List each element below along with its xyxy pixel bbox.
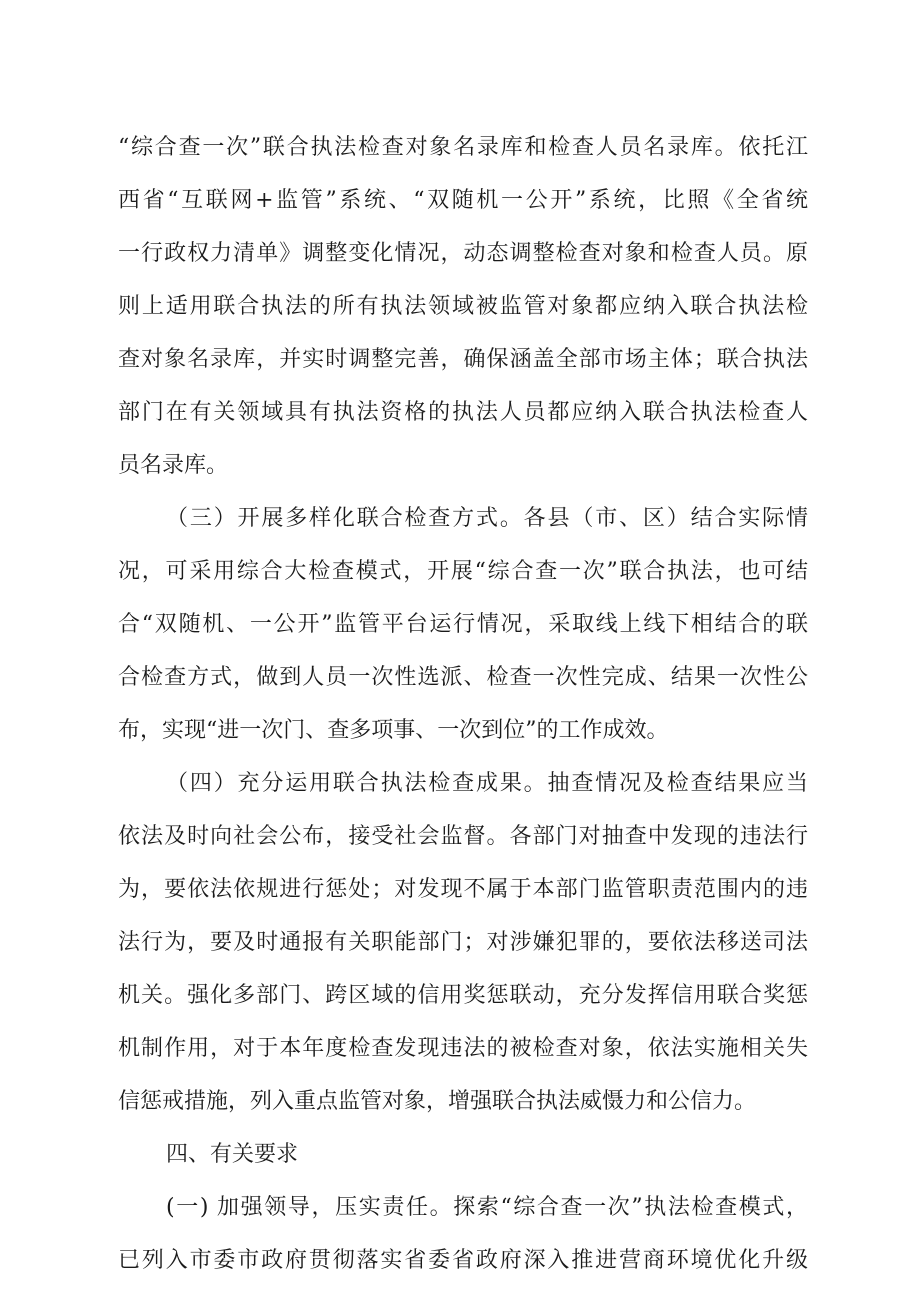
text-line: 合检查方式，做到人员一次性选派、检查一次性完成、结果一次性公 xyxy=(118,665,808,690)
text-line: 机关。强化多部门、跨区域的信用奖惩联动，充分发挥信用联合奖惩 xyxy=(118,983,808,1008)
text-line: 布，实现“进一次门、查多项事、一次到位”的工作成效。 xyxy=(118,718,669,743)
text-line: 依法及时向社会公布，接受社会监督。各部门对抽查中发现的违法行 xyxy=(118,824,808,849)
text-line: 法行为，要及时通报有关职能部门；对涉嫌犯罪的，要依法移送司法 xyxy=(118,930,808,955)
text-line: 一行政权力清单》调整变化情况，动态调整检查对象和检查人员。原 xyxy=(118,241,808,266)
section-heading: 四、有关要求 xyxy=(166,1142,299,1167)
text-line: 员名录库。 xyxy=(118,453,229,478)
text-line: “综合查一次”联合执法检查对象名录库和检查人员名录库。依托江 xyxy=(118,135,808,160)
text-line: (一) 加强领导，压实责任。探索“综合查一次”执法检查模式， xyxy=(166,1195,808,1220)
text-line: （四）充分运用联合执法检查成果。抽查情况及检查结果应当 xyxy=(166,771,808,796)
text-line: 西省“互联网+监管”系统、“双随机一公开”系统，比照《全省统 xyxy=(118,188,808,213)
text-line: （三）开展多样化联合检查方式。各县（市、区）结合实际情 xyxy=(166,506,808,531)
text-line: 为，要依法依规进行惩处；对发现不属于本部门监管职责范围内的违 xyxy=(118,877,808,902)
text-line: 查对象名录库，并实时调整完善，确保涵盖全部市场主体；联合执法 xyxy=(118,347,808,372)
text-line: 已列入市委市政府贯彻落实省委省政府深入推进营商环境优化升级 xyxy=(118,1248,808,1273)
text-line: 则上适用联合执法的所有执法领域被监管对象都应纳入联合执法检 xyxy=(118,294,808,319)
text-line: 信惩戒措施，列入重点监管对象，增强联合执法威慑力和公信力。 xyxy=(118,1089,757,1114)
text-line: 机制作用，对于本年度检查发现违法的被检查对象，依法实施相关失 xyxy=(118,1036,808,1061)
text-line: 部门在有关领域具有执法资格的执法人员都应纳入联合执法检查人 xyxy=(118,400,808,425)
text-line: 况，可采用综合大检查模式，开展“综合查一次”联合执法，也可结 xyxy=(118,559,808,584)
text-line: 合“双随机、一公开”监管平台运行情况，采取线上线下相结合的联 xyxy=(118,612,808,637)
